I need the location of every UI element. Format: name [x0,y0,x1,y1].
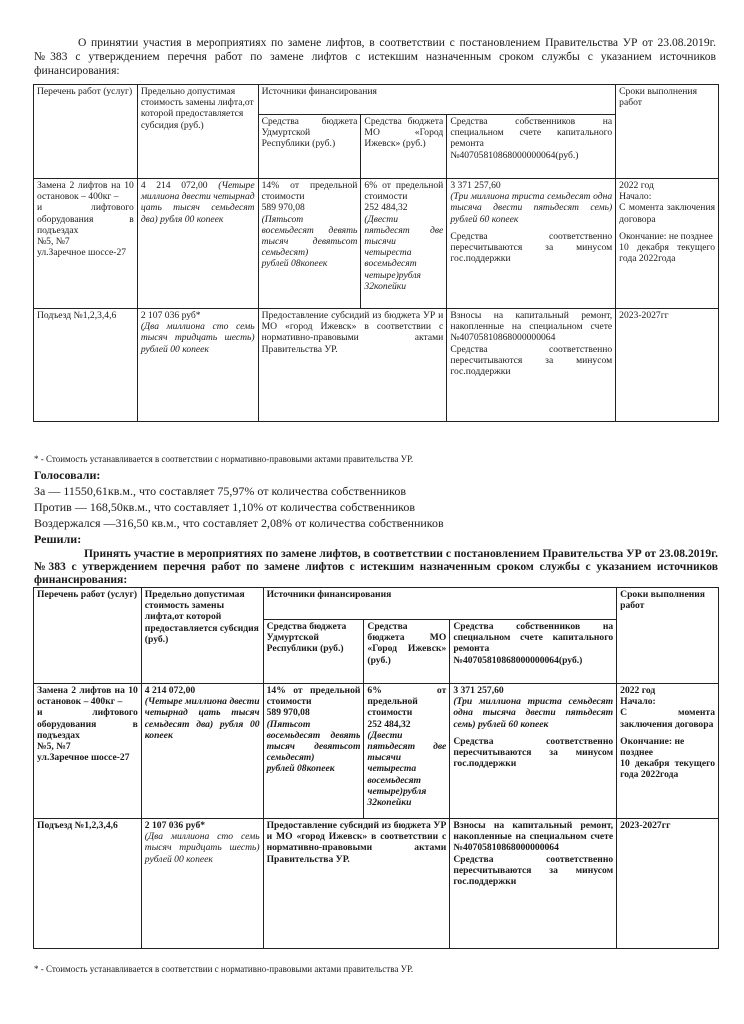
resolution-paragraph: Принять участие в мероприятиях по замене лифтов, в соответствии с постановлением Правительства УР от 23.08.2019г.№383 с утверждением перечня работ по замене лифтов с истекшим назначенным сроком службы с указанием источников финансирования: [34,547,718,586]
row1-budget-mo: 6% от предельной стоимости 252 484,32 (Двести пятьдесят две тысячи четыреста восемьдесят четыре)рубля 32копейки [361,179,447,309]
row1-owners: 3 371 257,60 (Три миллиона триста семьдесят одна тысяча двести пятьдесят семь) рублей 60 копеек Средства соответственно пересчитываются за минусом гос.поддержки [450,684,617,819]
row2-owners: Взносы на капитальный ремонт, накопленные на специальном счете №40705810868000000064 Средства соответственно пересчитываются за минусом гос.поддержки [450,819,617,949]
row2-terms: 2023-2027гг [617,819,719,949]
row2-subsidy: Предоставление субсидий из бюджета УР и МО «город Ижевск» в соответствии с нормативно-правовыми актами Правительства УР. [258,309,447,422]
row1-cost: 4 214 072,00 (Четыре миллиона двести четырнад цать тысяч семьдесят два) рубля 00 копеек [137,179,258,309]
header-cost: Предельно допустимая стоимость замены лифта,от которой предоставляется субсидия (руб.) [141,588,263,684]
row1-terms: 2022 год Начало: С момента заключения договора Окончание: не позднее 10 декабря текущего года 2022года [616,179,719,309]
decided-title: Решили: [34,532,82,546]
header-works: Перечень работ (услуг) [34,588,142,684]
row1-budget-ur: 14% от предельной стоимости 589 970,08 (Пятьсот восемьдесят девять тысяч девятьсот семьдесят) рублей 08копеек [258,179,361,309]
row2-cost: 2 107 036 руб* (Два миллиона сто семь тысяч тридцать шесть) рублей 00 копеек [137,309,258,422]
vote-title: Голосовали: [34,468,101,482]
header-terms: Сроки выполнения работ [617,588,719,684]
row1-cost: 4 214 072,00 (Четыре миллиона двести четырнад цать тысяч семьдесят два) рубля 00 копеек [141,684,263,819]
row2-terms: 2023-2027гг [616,309,719,422]
header-budget-mo: Средства бюджета МО «Город Ижевск» (руб.) [364,620,450,684]
header-sources: Источники финансирования [263,588,617,620]
row2-subsidy: Предоставление субсидий из бюджета УР и МО «город Ижевск» в соответствии с нормативно-правовыми актами Правительства УР. [263,819,450,949]
vote-abstain: Воздержался —316,50 кв.м., что составляет 2,08% от количества собственников [34,516,444,530]
row2-owners: Взносы на капитальный ремонт, накопленные на специальном счете №40705810868000000064 Средства соответственно пересчитываются за минусом гос.поддержки [447,309,616,422]
header-budget-ur: Средства бюджета Удмуртской Республики (руб.) [263,620,364,684]
row2-cost: 2 107 036 руб* (Два миллиона сто семь тысяч тридцать шесть) рублей 00 копеек [141,819,263,949]
row1-terms: 2022 год Начало: С момента заключения договора Окончание: не позднее 10 декабря текущего года 2022года [617,684,719,819]
footnote-2: * - Стоимость устанавливается в соответствии с нормативно-правовыми актами правительства УР. [34,964,414,974]
header-terms: Сроки выполнения работ [616,85,719,179]
header-cost: Предельно допустимая стоимость замены лифта,от которой предоставляется субсидия (руб.) [137,85,258,179]
header-sources: Источники финансирования [258,85,616,115]
row2-works: Подъезд №1,2,3,4,6 [34,819,142,949]
vote-for: За — 11550,61кв.м., что составляет 75,97% от количества собственников [34,484,407,498]
financing-table-1 [33,84,719,422]
vote-block [34,467,444,547]
row1-owners: 3 371 257,60 (Три миллиона триста семьдесят одна тысяча двести пятьдесят семь) рублей 60 копеек Средства соответственно пересчитываются за минусом гос.поддержки [447,179,616,309]
financing-table-2 [33,587,719,949]
header-owners: Средства собственников на специальном счете капитального ремонта №40705810868000000064(руб.) [450,620,617,684]
header-works: Перечень работ (услуг) [34,85,138,179]
row1-works: Замена 2 лифтов на 10 остановок – 400кг – и лифтового оборудования в подъездах №5, №7 ул.Заречное шоссе-27 [34,684,142,819]
row2-works: Подъезд №1,2,3,4,6 [34,309,138,422]
row1-works: Замена 2 лифтов на 10 остановок – 400кг – и лифтового оборудования в подъездах №5, №7 ул.Заречное шоссе-27 [34,179,138,309]
row1-budget-mo: 6% от предельной стоимости 252 484,32 (Двести пятьдесят две тысячи четыреста восемьдесят четыре)рубля 32копейки [364,684,450,819]
intro-paragraph: О принятии участия в мероприятиях по замене лифтов, в соответствии с постановлением Правительства УР от 23.08.2019г.№383 с утверждением перечня работ по замене лифтов с истекшим назначенным сроком службы с указанием источников финансирования: [34,36,716,77]
row1-budget-ur: 14% от предельной стоимости 589 970,08 (Пятьсот восемьдесят девять тысяч девятьсот семьдесят) рублей 08копеек [263,684,364,819]
vote-against: Против — 168,50кв.м., что составляет 1,10% от количества собственников [34,500,415,514]
header-budget-mo: Средства бюджета МО «Город Ижевск» (руб.) [361,115,447,179]
footnote-1: * - Стоимость устанавливается в соответствии с нормативно-правовыми актами правительства УР. [34,454,414,464]
header-owners: Средства собственников на специальном счете капитального ремонта №40705810868000000064(руб.) [447,115,616,179]
header-budget-ur: Средства бюджета Удмуртской Республики (руб.) [258,115,361,179]
